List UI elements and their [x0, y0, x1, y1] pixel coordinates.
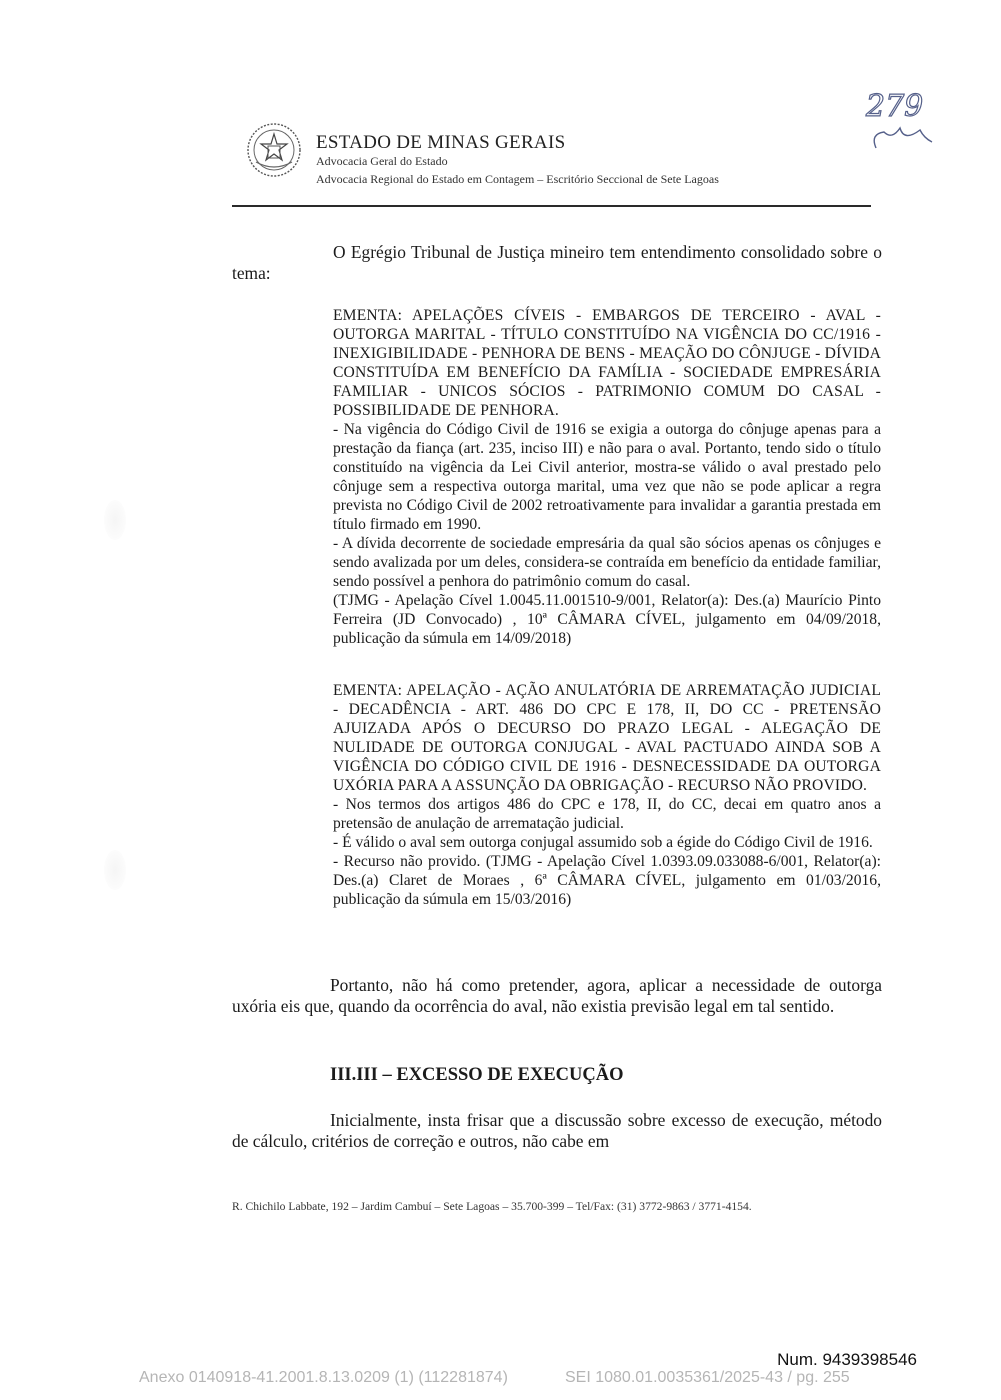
footer-address: R. Chichilo Labbate, 192 – Jardim Cambuí – Sete Lagoas – 35.700-399 – Tel/Fax: (31) 3772-9863 / 3771-4154. [232, 1200, 752, 1213]
ementa-item: - É válido o aval sem outorga conjugal assumido sob a égide do Código Civil de 1916. [333, 834, 873, 851]
scan-artifact [104, 850, 126, 890]
org-title: ESTADO DE MINAS GERAIS [316, 132, 566, 153]
intro-paragraph: O Egrégio Tribunal de Justiça mineiro tem entendimento consolidado sobre o tema: [232, 242, 882, 283]
ementa-heading: EMENTA: APELAÇÃO - AÇÃO ANULATÓRIA DE ARREMATAÇÃO JUDICIAL - DECADÊNCIA - ART. 486 DO CPC E 178, II, DO CC - PRETENSÃO AJUIZADA APÓS O DECURSO DO PRAZO LEGAL - ALEGAÇÃO DE NULIDADE DE OUTORGA CONJUGAL - AVAL PACTUADO AINDA SOB A VIGÊNCIA DO CÓDIGO CIVIL DE 1916 - DESNECESSIDADE DA OUTORGA UXÓRIA PARA A ASSUNÇÃO DA OBRIGAÇÃO - RECURSO NÃO PROVIDO. [333, 682, 881, 794]
ementa-citation: - Recurso não provido. (TJMG - Apelação Cível 1.0393.09.033088-6/001, Relator(a): Des.(a) Claret de Moraes , 6ª CÂMARA CÍVEL, julgamento em 01/03/2016, publicação da súmula em 15/03/2016) [333, 853, 881, 908]
ementa-item: - Na vigência do Código Civil de 1916 se exigia a outorga do cônjuge apenas para a prestação da fiança (art. 235, inciso III) e não para o aval. Portanto, tendo sido o título constituído na vigência da Lei Civil anterior, mostra-se válido o aval prestado pelo cônjuge sem a respectiva outorga marital, uma vez que não se pode aplicar a regra prevista no Código Civil de 2002 retroativamente para invalidar a garantia prestada em título firmado em 1990. [333, 421, 881, 533]
section-opening-paragraph: Inicialmente, insta frisar que a discussão sobre excesso de execução, método de cálculo, critérios de correção e outros, não cabe em [232, 1110, 882, 1151]
org-office-subtitle: Advocacia Regional do Estado em Contagem – Escritório Seccional de Sete Lagoas [316, 172, 719, 186]
scan-artifact [104, 500, 126, 540]
conclusion-paragraph: Portanto, não há como pretender, agora, aplicar a necessidade de outorga uxória eis que, quando da ocorrência do aval, não existia previsão legal em tal sentido. [232, 975, 882, 1016]
rubric-signature-icon [874, 128, 932, 148]
section-heading: III.III – EXCESSO DE EXECUÇÃO [330, 1065, 624, 1085]
coat-of-arms-icon [246, 122, 302, 178]
jurisprudence-quote-2 [333, 681, 881, 909]
svg-text:279: 279 [866, 89, 924, 124]
jurisprudence-quote-1 [333, 306, 881, 648]
header-divider [232, 205, 871, 207]
sei-page-stamp: SEI 1080.01.0035361/2025-43 / pg. 255 [565, 1369, 850, 1386]
annex-stamp: Anexo 0140918-41.2001.8.13.0209 (1) (112281874) [139, 1369, 508, 1386]
document-number-stamp: Num. 9439398546 [777, 1350, 917, 1369]
handwritten-page-number [862, 82, 942, 162]
ementa-heading: EMENTA: APELAÇÕES CÍVEIS - EMBARGOS DE TERCEIRO - AVAL - OUTORGA MARITAL - TÍTULO CONSTITUÍDO NA VIGÊNCIA DO CC/1916 - INEXIGIBILIDADE - PENHORA DE BENS - MEAÇÃO DO CÔNJUGE - DÍVIDA CONSTITUÍDA EM BENEFÍCIO DA FAMÍLIA - SOCIEDADE EMPRESÁRIA FAMILIAR - UNICOS SÓCIOS - PATRIMONIO COMUM DO CASAL - POSSIBILIDADE DE PENHORA. [333, 307, 881, 419]
org-subtitle: Advocacia Geral do Estado [316, 154, 448, 168]
ementa-item: - Nos termos dos artigos 486 do CPC e 178, II, do CC, decai em quatro anos a pretensão de anulação de arrematação judicial. [333, 796, 881, 832]
ementa-citation: (TJMG - Apelação Cível 1.0045.11.001510-9/001, Relator(a): Des.(a) Maurício Pinto Ferreira (JD Convocado) , 10ª CÂMARA CÍVEL, julgamento em 04/09/2018, publicação da súmula em 14/09/2018) [333, 592, 881, 647]
ementa-item: - A dívida decorrente de sociedade empresária da qual são sócios apenas os cônjuges e sendo avalizada por um deles, considera-se contraída em benefício da entidade familiar, sendo possível a penhora do patrimônio comum do casal. [333, 535, 881, 590]
